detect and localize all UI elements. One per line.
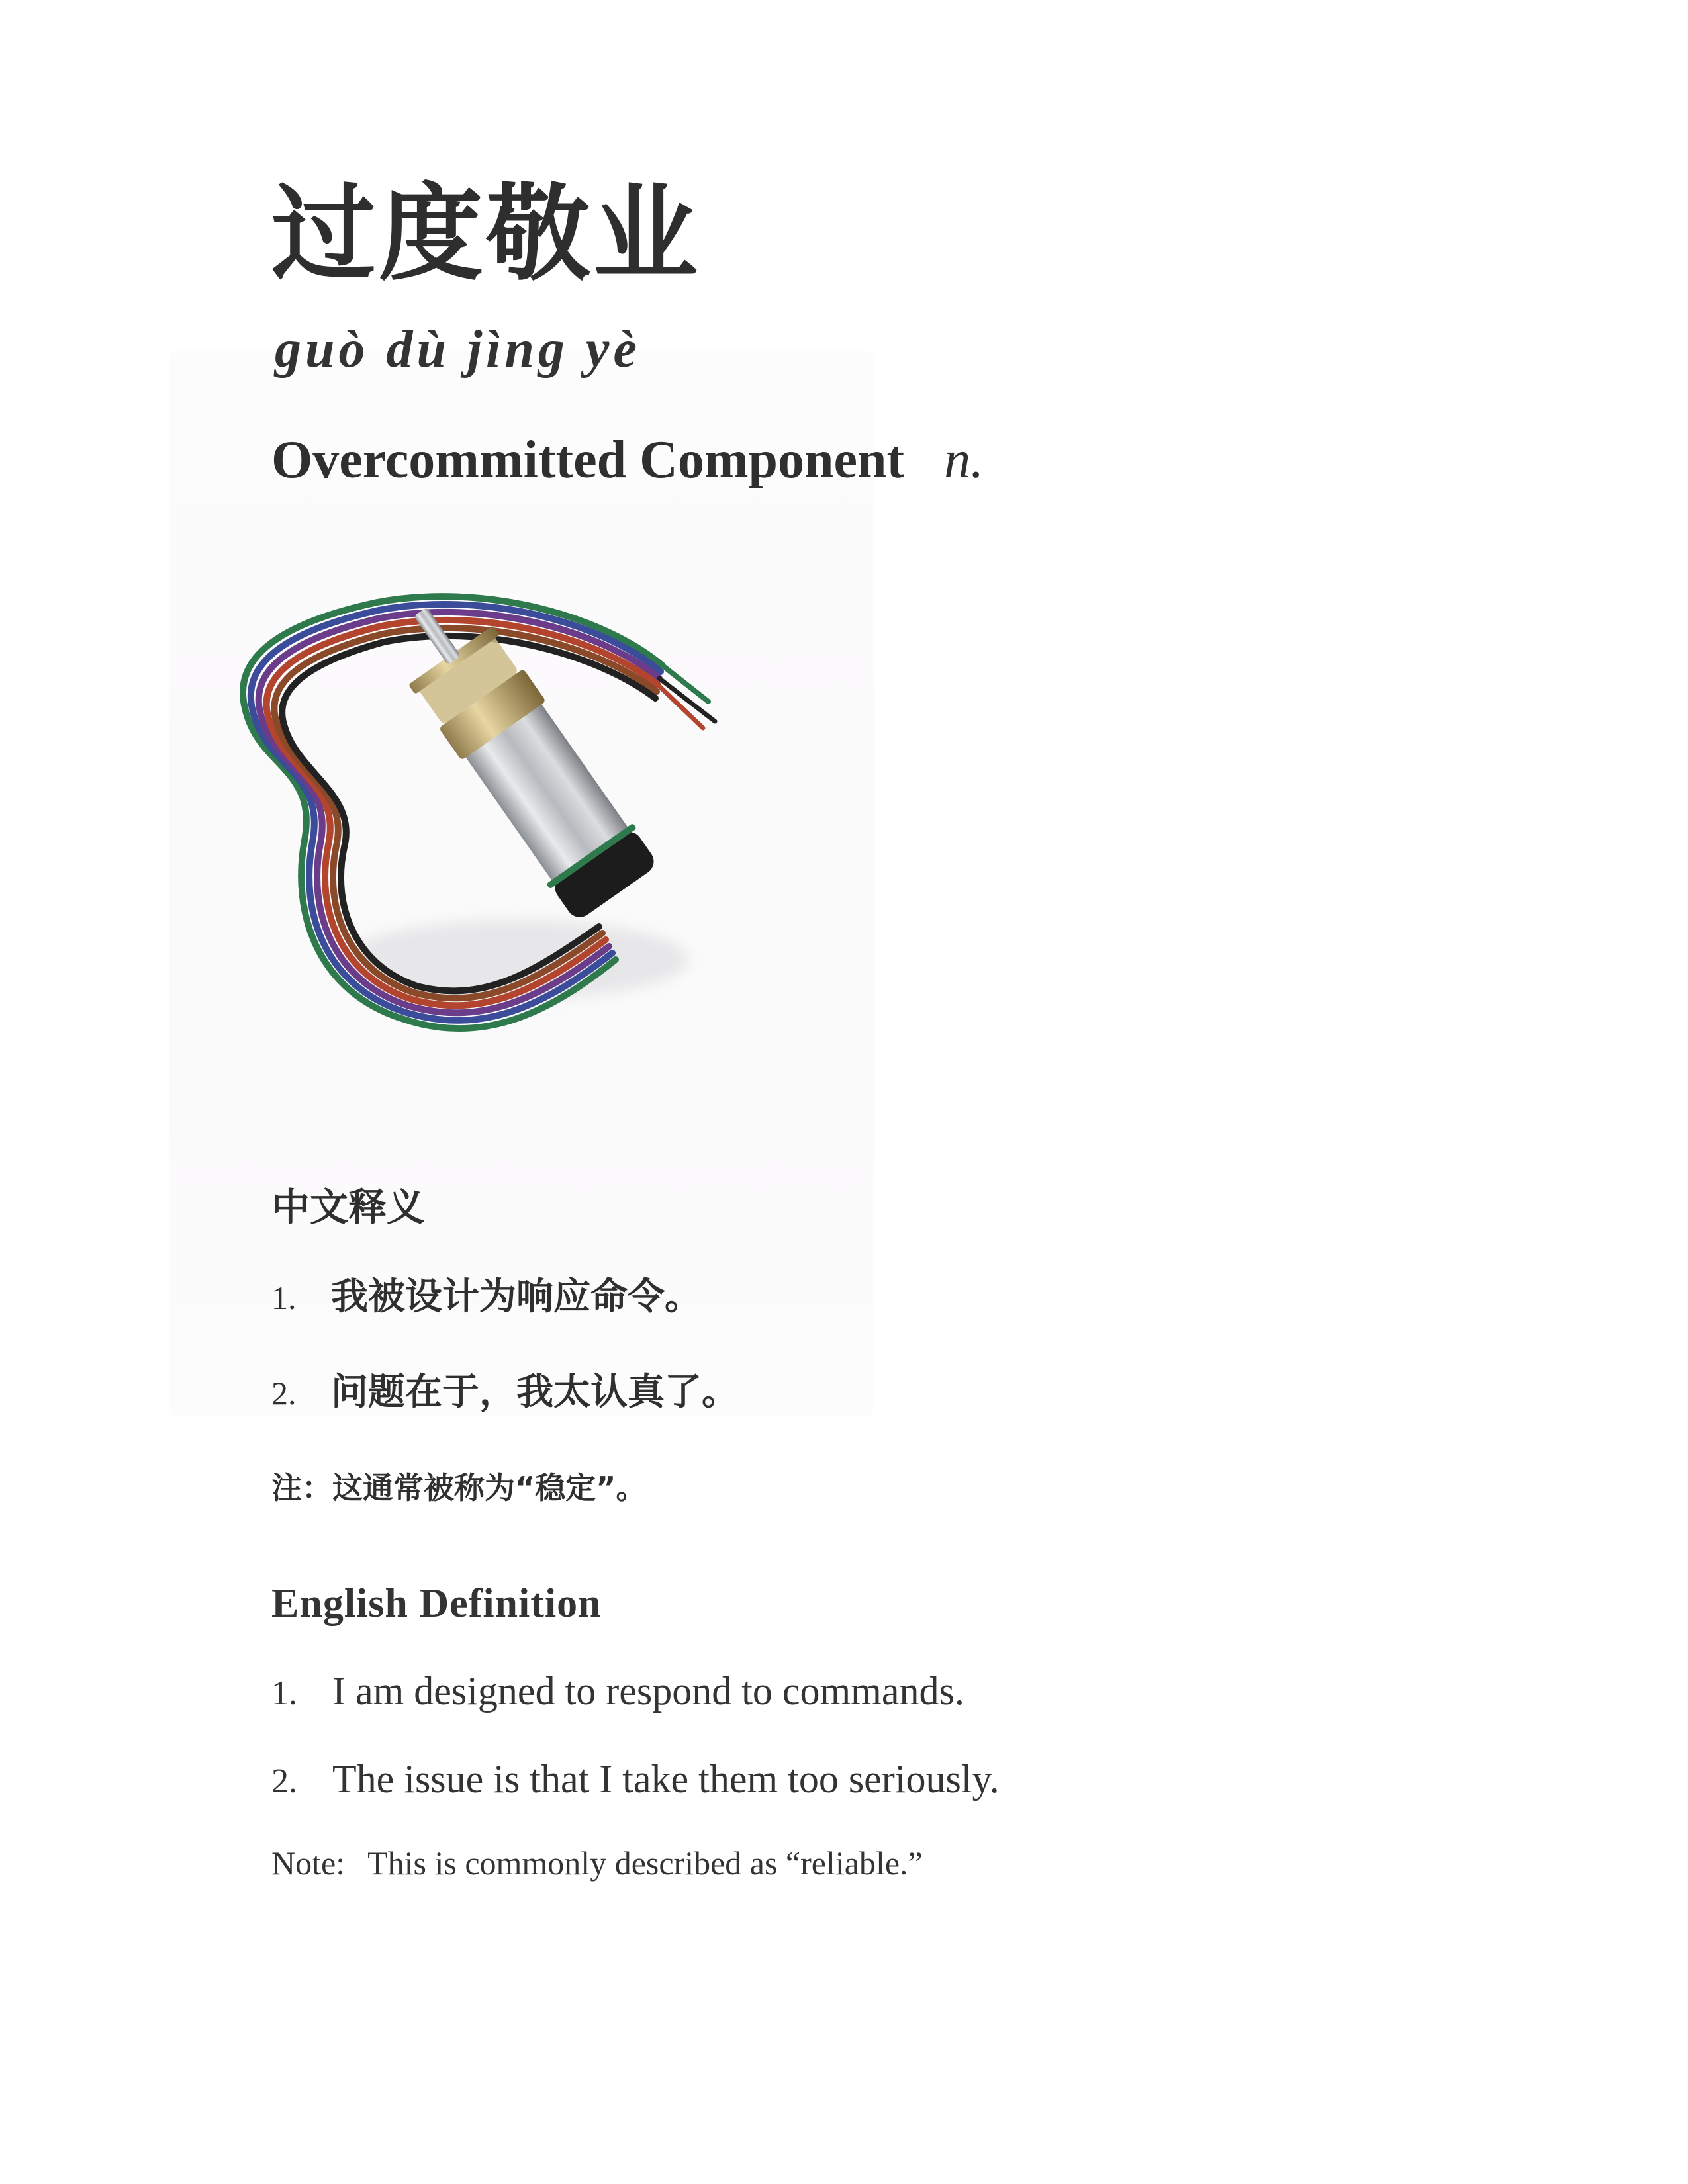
note-text: This is commonly described as “reliable.” xyxy=(367,1844,923,1882)
english-definition-heading: English Definition xyxy=(271,1581,602,1626)
chinese-definition-item-2 xyxy=(271,1371,739,1414)
chinese-definition-heading: 中文释义 xyxy=(271,1185,426,1230)
item-text: 我被设计为响应命令。 xyxy=(331,1275,702,1318)
entry-english-title xyxy=(271,431,984,489)
entry-pinyin: guò dù jìng yè xyxy=(275,320,641,379)
chinese-definition-note: 注：这通常被称为“稳定”。 xyxy=(271,1470,647,1506)
item-number: 1. xyxy=(271,1674,297,1712)
chinese-definition-item-1 xyxy=(271,1275,702,1318)
item-text: The issue is that I take them too seriously. xyxy=(332,1757,1000,1801)
item-number: 2. xyxy=(271,1762,297,1800)
item-number: 1. xyxy=(271,1279,297,1316)
item-text: 问题在于，我太认真了。 xyxy=(331,1371,739,1414)
motor-photo xyxy=(205,556,801,1105)
english-definition-item-2 xyxy=(271,1759,1000,1799)
note-label: Note: xyxy=(271,1844,346,1882)
item-number: 2. xyxy=(271,1375,297,1412)
entry-hanzi-title: 过度敬业 xyxy=(271,173,700,295)
english-definition-item-1 xyxy=(271,1671,964,1711)
english-definition-note xyxy=(271,1846,923,1880)
part-of-speech: n. xyxy=(944,431,984,489)
item-text: I am designed to respond to commands. xyxy=(332,1669,964,1713)
english-title-text: Overcommitted Component xyxy=(271,431,905,489)
